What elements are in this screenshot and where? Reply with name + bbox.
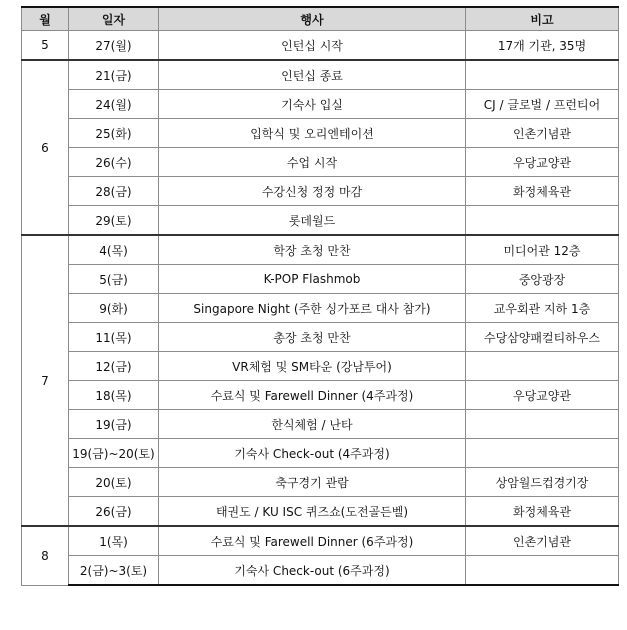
date-cell: 5(금)	[69, 265, 159, 294]
table-row	[22, 177, 619, 206]
note-cell: CJ / 글로벌 / 프런티어	[466, 90, 619, 119]
event-cell: 기숙사 Check-out (4주과정)	[159, 439, 466, 468]
note-cell: 화정체육관	[466, 497, 619, 527]
note-cell	[466, 206, 619, 236]
date-cell: 11(목)	[69, 323, 159, 352]
table-row	[22, 265, 619, 294]
table-row	[22, 352, 619, 381]
event-cell: 수업 시작	[159, 148, 466, 177]
note-cell: 우당교양관	[466, 148, 619, 177]
date-cell: 25(화)	[69, 119, 159, 148]
event-cell: 한식체험 / 난타	[159, 410, 466, 439]
date-cell: 21(금)	[69, 60, 159, 90]
date-cell: 26(수)	[69, 148, 159, 177]
note-cell: 중앙광장	[466, 265, 619, 294]
event-cell: 수료식 및 Farewell Dinner (6주과정)	[159, 526, 466, 556]
event-cell: 태권도 / KU ISC 퀴즈쇼(도전골든벨)	[159, 497, 466, 527]
event-cell: 입학식 및 오리엔테이션	[159, 119, 466, 148]
event-cell: 인턴십 종료	[159, 60, 466, 90]
note-cell: 미디어관 12층	[466, 235, 619, 265]
date-cell: 26(금)	[69, 497, 159, 527]
note-cell: 화정체육관	[466, 177, 619, 206]
table-row	[22, 556, 619, 586]
table-row	[22, 381, 619, 410]
date-cell: 28(금)	[69, 177, 159, 206]
note-cell: 17개 기관, 35명	[466, 31, 619, 61]
table-row	[22, 148, 619, 177]
table-row	[22, 439, 619, 468]
date-cell: 9(화)	[69, 294, 159, 323]
date-cell: 19(금)~20(토)	[69, 439, 159, 468]
date-cell: 18(목)	[69, 381, 159, 410]
event-cell: 롯데월드	[159, 206, 466, 236]
header-month: 월	[22, 7, 69, 31]
table-row	[22, 323, 619, 352]
note-cell	[466, 60, 619, 90]
note-cell	[466, 439, 619, 468]
header-note: 비고	[466, 7, 619, 31]
date-cell: 27(월)	[69, 31, 159, 61]
date-cell: 1(목)	[69, 526, 159, 556]
event-cell: 인턴십 시작	[159, 31, 466, 61]
note-cell: 수당삼양패컬티하우스	[466, 323, 619, 352]
table-row	[22, 206, 619, 236]
month-cell: 7	[22, 235, 69, 526]
date-cell: 29(토)	[69, 206, 159, 236]
date-cell: 12(금)	[69, 352, 159, 381]
event-cell: 학장 초청 만찬	[159, 235, 466, 265]
header-event: 행사	[159, 7, 466, 31]
date-cell: 2(금)~3(토)	[69, 556, 159, 586]
event-cell: 총장 초청 만찬	[159, 323, 466, 352]
month-cell: 8	[22, 526, 69, 585]
note-cell	[466, 556, 619, 586]
event-cell: K-POP Flashmob	[159, 265, 466, 294]
event-cell: 기숙사 입실	[159, 90, 466, 119]
table-header	[22, 7, 619, 31]
table-row	[22, 235, 619, 265]
event-cell: Singapore Night (주한 싱가포르 대사 참가)	[159, 294, 466, 323]
table-row	[22, 468, 619, 497]
month-cell: 5	[22, 31, 69, 61]
table-row	[22, 497, 619, 527]
table-row	[22, 31, 619, 61]
event-cell: VR체험 및 SM타운 (강남투어)	[159, 352, 466, 381]
event-cell: 수료식 및 Farewell Dinner (4주과정)	[159, 381, 466, 410]
note-cell: 교우회관 지하 1층	[466, 294, 619, 323]
note-cell: 상암월드컵경기장	[466, 468, 619, 497]
note-cell: 인촌기념관	[466, 526, 619, 556]
note-cell	[466, 410, 619, 439]
date-cell: 19(금)	[69, 410, 159, 439]
schedule-table-wrapper	[21, 6, 618, 586]
table-row	[22, 410, 619, 439]
date-cell: 4(목)	[69, 235, 159, 265]
note-cell: 우당교양관	[466, 381, 619, 410]
month-cell: 6	[22, 60, 69, 235]
table-row	[22, 526, 619, 556]
date-cell: 20(토)	[69, 468, 159, 497]
header-row	[22, 7, 619, 31]
table-row	[22, 60, 619, 90]
event-cell: 축구경기 관람	[159, 468, 466, 497]
table-body	[22, 31, 619, 586]
table-row	[22, 294, 619, 323]
header-date: 일자	[69, 7, 159, 31]
schedule-table	[21, 6, 619, 586]
note-cell	[466, 352, 619, 381]
event-cell: 기숙사 Check-out (6주과정)	[159, 556, 466, 586]
note-cell: 인촌기념관	[466, 119, 619, 148]
event-cell: 수강신청 정정 마감	[159, 177, 466, 206]
table-row	[22, 119, 619, 148]
date-cell: 24(월)	[69, 90, 159, 119]
table-row	[22, 90, 619, 119]
